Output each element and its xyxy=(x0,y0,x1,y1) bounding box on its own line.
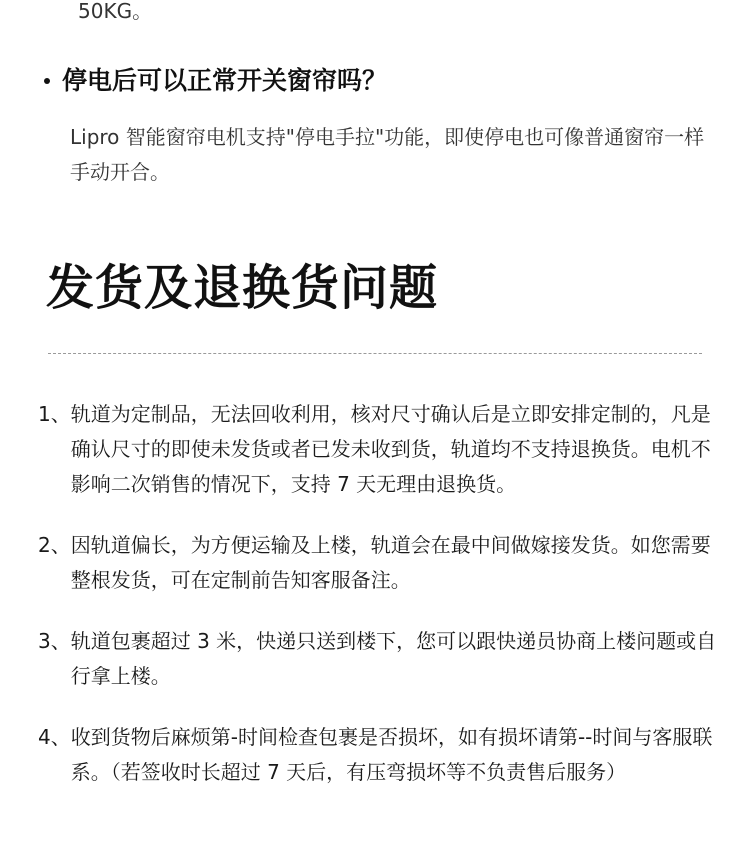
faq-question-text: 停电后可以正常开关窗帘吗？ xyxy=(62,66,388,95)
bullet-dot-icon xyxy=(44,78,50,84)
faq-question xyxy=(44,64,387,98)
dashed-divider xyxy=(48,353,702,354)
policy-text: 轨道包裹超过 3 米，快递只送到楼下，您可以跟快递员协商上楼问题或自行拿上楼。 xyxy=(70,629,717,688)
policy-text: 收到货物后麻烦第-时间检查包裹是否损坏，如有损坏请第--时间与客服联系。（若签收时长超过 7 天后，有压弯损坏等不负责售后服务） xyxy=(70,725,713,784)
policy-number: 1、 xyxy=(38,402,71,426)
policy-text: 因轨道偏长，为方便运输及上楼，轨道会在最中间做嫁接发货。如您需要整根发货，可在定制前告知客服备注。 xyxy=(70,533,711,592)
policy-number: 3、 xyxy=(38,629,71,653)
policy-list xyxy=(38,397,722,816)
policy-item xyxy=(38,397,722,502)
section-title: 发货及退换货问题 xyxy=(46,260,439,316)
policy-item xyxy=(38,624,722,694)
policy-text: 轨道为定制品，无法回收利用，核对尺寸确认后是立即安排定制的，凡是确认尺寸的即使未发货或者已发未收到货，轨道均不支持退换货。电机不影响二次销售的情况下，支持 7 天无理由退换货。 xyxy=(70,402,711,496)
policy-item xyxy=(38,720,722,790)
policy-number: 2、 xyxy=(38,533,71,557)
policy-number: 4、 xyxy=(38,725,71,749)
faq-answer: Lipro 智能窗帘电机支持"停电手拉"功能，即使停电也可像普通窗帘一样手动开合。 xyxy=(70,125,705,184)
previous-answer-continuation: 50KG。 xyxy=(78,0,153,23)
policy-item xyxy=(38,528,722,598)
